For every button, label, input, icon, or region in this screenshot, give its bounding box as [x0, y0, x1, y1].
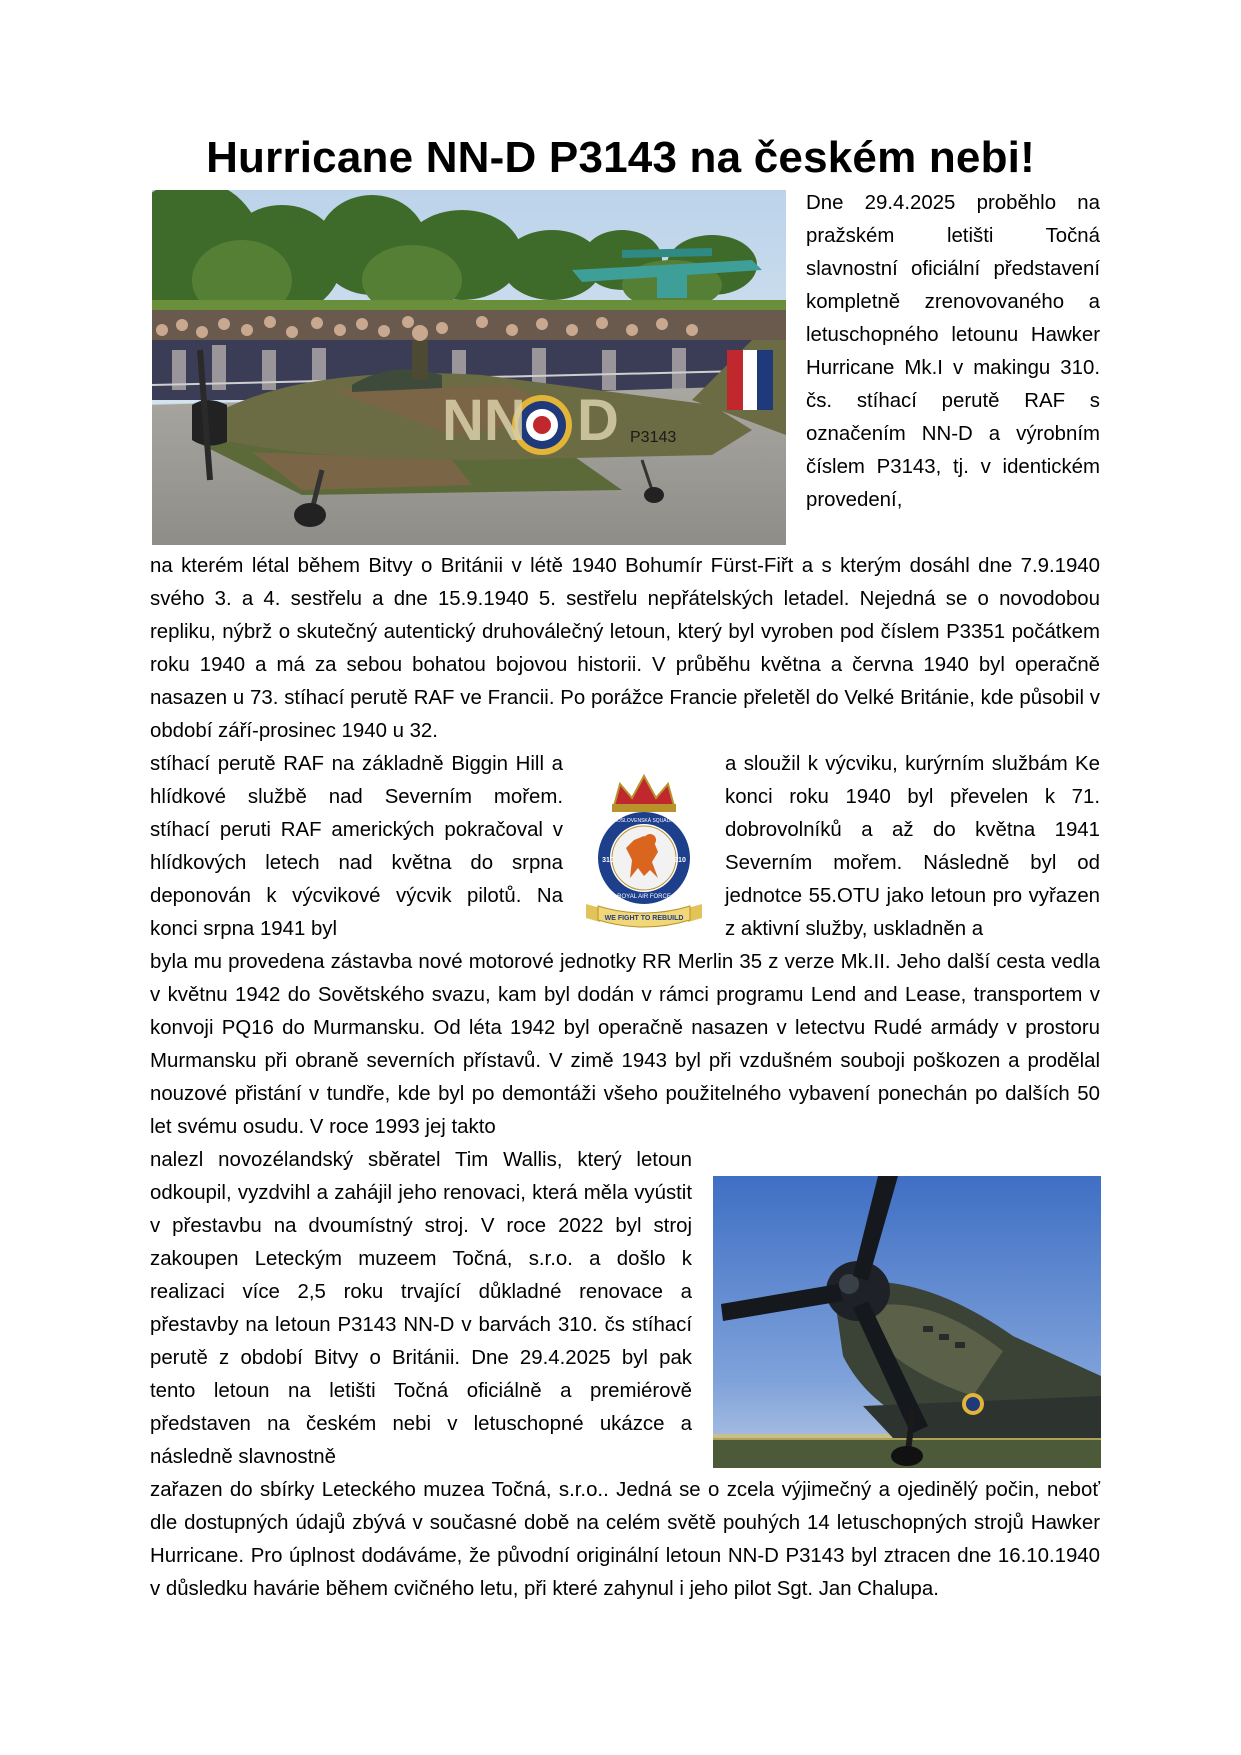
hurricane-crowd-photo: [152, 190, 786, 545]
soviet-service-text: byla mu provedena zástavba nové motorové jednotky RR Merlin 35 z verze Mk.II. Jeho další cesta vedla v květnu 1942 do Sovětského svazu, kam byl dodán v rámci programu Lend and Lease, transportem v konvoji PQ16 do Murmansku. Od léta 1942 byl operačně nasazen v letectvu Rudé armády v prostoru Murmansku při obraně severních přístavů. V zimě 1943 byl při vzdušném souboji poškozen a prodělal nouzové přistání v tundře, kde byl po demontáži všeho použitelného vybavení ponechán po dalších 50 let svému osudu. V roce 1993 jej takto: [150, 951, 1100, 1138]
closing-paragraph: [150, 1474, 1100, 1606]
history-text: na kterém létal během Bitvy o Británii v létě 1940 Bohumír Fürst-Fiřt a s kterým dosáhl dne 7.9.1940 svého 3. a 4. sestřelu a dne 15.9.1940 5. sestřelu nepřátelských letadel. Nejedná se o novodobou repliku, nýbrž o skutečný autentický druhoválečný letoun, který byl vyroben pod číslem P3351 počátkem roku 1940 a má za sebou bohatou bojovou historii. V průběhu května a června 1940 byl operačně nasazen u 73. stíhací perutě RAF ve Francii. Po porážce Francie přeletěl do Velké Británie, kde působil v období září-prosinec 1940 u 32.: [150, 555, 1100, 742]
squadron-crest: [580, 770, 708, 930]
restoration-paragraph: [150, 1144, 692, 1474]
page-title: Hurricane NN-D P3143 na českém nebi!: [206, 133, 1035, 183]
aircraft-serial: P3143: [630, 429, 677, 446]
fuselage-letter: D: [577, 388, 619, 453]
fuselage-code: NN: [442, 388, 526, 453]
restoration-text: nalezl novozélandský sběratel Tim Wallis, který letoun odkoupil, vyzdvihl a zahájil jeho renovaci, která měla vyústit v přestavbu na dvoumístný stroj. V roce 2022 byl stroj zakoupen Leteckým muzeem Točná, s.r.o. a došlo k realizaci více 2,5 roku trvající důkladné renovace a přestavby na letoun P3143 NN-D v barvách 310. čs stíhací perutě z období Bitvy o Británii. Dne 29.4.2025 byl pak tento letoun na letišti Točná oficiálně a premiérově představen na českém nebi v letuschopné ukázce a následně slavnostně: [150, 1149, 692, 1468]
crest-ring-text: ROYAL AIR FORCE: [617, 894, 671, 900]
crest-number-right: 310: [674, 857, 686, 864]
intro-paragraph: [806, 187, 1100, 517]
crest-motto: WE FIGHT TO REBUILD: [604, 915, 684, 922]
intro-text: Dne 29.4.2025 proběhlo na pražském letišti Točná slavnostní oficiální představení kompletně zrenovovaného a letuschopného letounu Hawker Hurricane Mk.I v makingu 310. čs. stíhací perutě RAF s označením NN-D a výrobním číslem P3143, tj. v identickém provedení,: [806, 192, 1100, 511]
closing-text: zařazen do sbírky Leteckého muzea Točná, s.r.o.. Jedná se o zcela výjimečný a ojedinělý počin, neboť dle dostupných údajů zbývá v současné době na celém světě pouhých 14 letuschopných strojů Hawker Hurricane. Pro úplnost dodáváme, že původní originální letoun NN-D P3143 byl ztracen dne 16.10.1940 v důsledku havárie během cvičného letu, při které zahynul i jeho pilot Sgt. Jan Chalupa.: [150, 1479, 1100, 1600]
crest-left-text: stíhací perutě RAF na základně Biggin Hill a hlídkové službě nad Severním mořem. stíhací peruti RAF amerických pokračoval v hlídkových letech nad května do srpna deponován k výcvikové výcvik pilotů. Na konci srpna 1941 byl: [150, 753, 563, 940]
crest-number-left: 310: [602, 857, 614, 864]
crest-banner-top: ČESKOSLOVENSKÁ SQUADRONA: [603, 818, 685, 824]
soviet-service-paragraph: [150, 946, 1100, 1144]
crest-right-text: a sloužil k výcviku, kurýrním službám Ke konci roku 1940 byl převelen k 71. dobrovolníků a až do května 1941 Severním mořem. Následně byl od jednotce 55.OTU jako letoun pro vyřazen z aktivní služby, uskladněn a: [725, 753, 1100, 940]
crest-right-column: [725, 748, 1100, 946]
crest-left-column: [150, 748, 563, 946]
history-paragraph: [150, 550, 1100, 748]
hurricane-closeup-photo: [713, 1176, 1101, 1468]
